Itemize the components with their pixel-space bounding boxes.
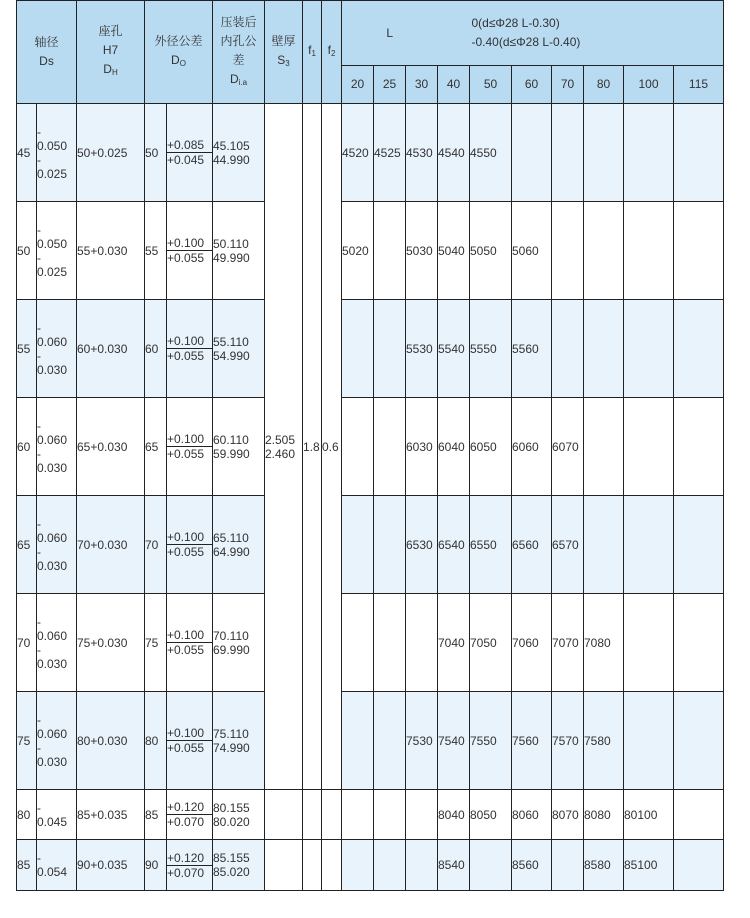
length-cell bbox=[342, 692, 374, 790]
do-tolerance bbox=[167, 496, 213, 594]
ds-tol-part: - bbox=[37, 544, 41, 559]
do-tolerance bbox=[167, 594, 213, 692]
length-cell: 8060 bbox=[512, 790, 552, 840]
length-cell: 8080 bbox=[584, 790, 624, 840]
length-cell bbox=[374, 692, 406, 790]
length-cell bbox=[624, 398, 674, 496]
ds-tolerance bbox=[37, 202, 77, 300]
header-inner-tolerance bbox=[213, 1, 265, 104]
do-tolerance bbox=[167, 202, 213, 300]
do-value: 55 bbox=[145, 202, 167, 300]
ds-tol-part: 0.060 bbox=[37, 432, 68, 447]
length-cell: 8050 bbox=[470, 790, 512, 840]
dh-value: 75+0.030 bbox=[77, 594, 145, 692]
do-upper: +0.100 bbox=[167, 334, 212, 349]
do-value: 75 bbox=[145, 594, 167, 692]
dh-value: 90+0.035 bbox=[77, 840, 145, 891]
length-cell bbox=[374, 594, 406, 692]
ds-tolerance bbox=[37, 496, 77, 594]
header-ds-symbol: Ds bbox=[39, 54, 54, 68]
length-cell bbox=[584, 398, 624, 496]
header-f1-sub: 1 bbox=[311, 49, 316, 58]
length-cell bbox=[552, 202, 584, 300]
length-col-20: 20 bbox=[342, 66, 374, 104]
ds-value: 50 bbox=[17, 202, 37, 300]
length-cell: 8560 bbox=[512, 840, 552, 891]
length-cell: 7040 bbox=[438, 594, 470, 692]
dia-lower: 74.990 bbox=[213, 740, 250, 755]
length-cell bbox=[374, 300, 406, 398]
ds-tol-part: 0.060 bbox=[37, 334, 68, 349]
length-cell: 8040 bbox=[438, 790, 470, 840]
header-shaft-diameter bbox=[17, 1, 77, 104]
dia-lower: 49.990 bbox=[213, 250, 250, 265]
length-cell: 6060 bbox=[512, 398, 552, 496]
table-row bbox=[17, 104, 724, 202]
ds-tol-part: - bbox=[37, 712, 41, 727]
bushing-size-table bbox=[16, 0, 724, 891]
header-length-tolerance bbox=[438, 1, 724, 66]
dia-tolerance bbox=[213, 496, 265, 594]
header-wall-thickness bbox=[265, 1, 303, 104]
length-cell bbox=[674, 692, 724, 790]
length-col-70: 70 bbox=[552, 66, 584, 104]
header-L: L bbox=[386, 25, 394, 40]
length-cell: 7070 bbox=[552, 594, 584, 692]
dia-tolerance bbox=[213, 790, 265, 840]
length-cell: 7060 bbox=[512, 594, 552, 692]
do-tolerance bbox=[167, 104, 213, 202]
do-tolerance bbox=[167, 790, 213, 840]
header-dia-sub: i.a bbox=[238, 77, 248, 87]
length-cell bbox=[374, 840, 406, 891]
ds-tol-part: - bbox=[37, 222, 41, 237]
ds-tol-part: 0.025 bbox=[37, 264, 68, 279]
length-cell bbox=[512, 104, 552, 202]
ds-tolerance bbox=[37, 692, 77, 790]
length-cell: 5550 bbox=[470, 300, 512, 398]
length-cell bbox=[406, 840, 438, 891]
length-col-60: 60 bbox=[512, 66, 552, 104]
dia-lower: 64.990 bbox=[213, 544, 250, 559]
header-dia-line3: 差 bbox=[232, 52, 245, 67]
ds-value: 75 bbox=[17, 692, 37, 790]
ds-tol-part: 0.030 bbox=[37, 558, 68, 573]
length-cell: 5060 bbox=[512, 202, 552, 300]
length-cell bbox=[584, 202, 624, 300]
length-col-30: 30 bbox=[406, 66, 438, 104]
dia-upper: 85.155 bbox=[213, 851, 250, 865]
header-s3-cn: 壁厚 bbox=[271, 33, 296, 48]
do-upper: +0.100 bbox=[167, 726, 212, 741]
length-cell bbox=[552, 840, 584, 891]
length-cell: 4550 bbox=[470, 104, 512, 202]
length-cell bbox=[624, 104, 674, 202]
ds-value: 70 bbox=[17, 594, 37, 692]
dia-lower: 54.990 bbox=[213, 348, 250, 363]
do-value: 90 bbox=[145, 840, 167, 891]
length-cell bbox=[584, 496, 624, 594]
f1-cell: 1.8 bbox=[303, 104, 322, 790]
ds-tol-part: 0.050 bbox=[37, 236, 68, 251]
do-lower: +0.055 bbox=[167, 251, 205, 265]
length-col-100: 100 bbox=[624, 66, 674, 104]
do-value: 85 bbox=[145, 790, 167, 840]
ds-tol-part: 0.045 bbox=[37, 814, 68, 829]
header-dia-symbol bbox=[213, 70, 264, 92]
length-cell: 6050 bbox=[470, 398, 512, 496]
length-cell: 4540 bbox=[438, 104, 470, 202]
length-cell: 4525 bbox=[374, 104, 406, 202]
ds-tolerance bbox=[37, 398, 77, 496]
ds-tol-part: 0.030 bbox=[37, 656, 68, 671]
ds-tol-part: 0.030 bbox=[37, 362, 68, 377]
ds-value: 60 bbox=[17, 398, 37, 496]
dia-upper: 75.110 bbox=[213, 726, 249, 741]
length-cell bbox=[374, 790, 406, 840]
dia-tolerance bbox=[213, 840, 265, 891]
ds-tol-part: - bbox=[37, 320, 41, 335]
do-upper: +0.100 bbox=[167, 628, 212, 643]
ds-tolerance bbox=[37, 790, 77, 840]
dh-value: 85+0.035 bbox=[77, 790, 145, 840]
table-row bbox=[17, 692, 724, 790]
ds-value: 80 bbox=[17, 790, 37, 840]
length-cell bbox=[342, 840, 374, 891]
length-cell bbox=[624, 202, 674, 300]
ds-tol-part: - bbox=[37, 124, 41, 139]
header-dh-cn: 座孔 bbox=[98, 24, 123, 38]
dia-lower: 85.020 bbox=[213, 865, 250, 879]
table-body bbox=[17, 104, 724, 891]
do-lower: +0.045 bbox=[167, 153, 205, 167]
header-seat-hole bbox=[77, 1, 145, 104]
length-cell bbox=[584, 300, 624, 398]
do-tolerance bbox=[167, 300, 213, 398]
length-cell: 4530 bbox=[406, 104, 438, 202]
length-cell bbox=[374, 398, 406, 496]
header-dia-letter: D bbox=[229, 71, 239, 86]
length-cell bbox=[674, 398, 724, 496]
do-lower: +0.055 bbox=[167, 741, 205, 755]
header-f1 bbox=[303, 1, 322, 104]
length-cell: 6570 bbox=[552, 496, 584, 594]
length-cell bbox=[374, 496, 406, 594]
length-cell: 6530 bbox=[406, 496, 438, 594]
ds-tol-part: - bbox=[37, 614, 41, 629]
length-cell: 7550 bbox=[470, 692, 512, 790]
ds-tol-part: 0.060 bbox=[37, 726, 68, 741]
table-row bbox=[17, 398, 724, 496]
do-lower: +0.070 bbox=[167, 815, 205, 829]
do-value: 65 bbox=[145, 398, 167, 496]
length-cell bbox=[552, 104, 584, 202]
dia-tolerance bbox=[213, 692, 265, 790]
do-lower: +0.055 bbox=[167, 545, 205, 559]
header-tol-line2: -0.40(d≤Φ28 L-0.40) bbox=[471, 35, 581, 49]
do-upper: +0.100 bbox=[167, 530, 212, 545]
ds-tol-part: - bbox=[37, 250, 41, 265]
length-col-115: 115 bbox=[674, 66, 724, 104]
length-cell: 6560 bbox=[512, 496, 552, 594]
length-cell: 80100 bbox=[624, 790, 674, 840]
length-cell: 6070 bbox=[552, 398, 584, 496]
table-header bbox=[17, 1, 724, 104]
dia-tolerance bbox=[213, 300, 265, 398]
do-upper: +0.085 bbox=[167, 138, 212, 153]
ds-tolerance bbox=[37, 104, 77, 202]
header-dh-symbol bbox=[77, 60, 144, 82]
length-cell: 6550 bbox=[470, 496, 512, 594]
length-cell: 7050 bbox=[470, 594, 512, 692]
dia-upper: 70.110 bbox=[213, 628, 249, 643]
dh-value: 60+0.030 bbox=[77, 300, 145, 398]
header-dh-grade: H7 bbox=[102, 43, 119, 57]
length-cell: 8580 bbox=[584, 840, 624, 891]
length-cell bbox=[470, 840, 512, 891]
header-f2 bbox=[322, 1, 342, 104]
ds-tol-part: 0.054 bbox=[37, 865, 68, 879]
length-col-50: 50 bbox=[470, 66, 512, 104]
length-cell bbox=[406, 594, 438, 692]
f2-cell bbox=[322, 790, 342, 840]
length-cell: 5030 bbox=[406, 202, 438, 300]
dia-upper: 60.110 bbox=[213, 432, 249, 447]
length-col-80: 80 bbox=[584, 66, 624, 104]
dia-upper: 65.110 bbox=[213, 530, 249, 545]
do-tolerance bbox=[167, 840, 213, 891]
length-cell bbox=[674, 840, 724, 891]
length-cell bbox=[674, 104, 724, 202]
ds-tol-part: 0.060 bbox=[37, 628, 68, 643]
header-dia-line2: 内孔公 bbox=[220, 33, 257, 48]
do-lower: +0.055 bbox=[167, 447, 205, 461]
ds-tol-part: - bbox=[37, 348, 41, 363]
length-cell: 7560 bbox=[512, 692, 552, 790]
length-cell bbox=[584, 104, 624, 202]
header-s3-letter: S bbox=[277, 52, 286, 67]
f2-cell: 0.6 bbox=[322, 104, 342, 790]
header-outer-tolerance bbox=[145, 1, 213, 104]
dia-lower: 44.990 bbox=[213, 152, 250, 167]
length-col-40: 40 bbox=[438, 66, 470, 104]
ds-tol-part: - bbox=[37, 152, 41, 167]
wall-thickness-cell bbox=[265, 104, 303, 790]
ds-value: 45 bbox=[17, 104, 37, 202]
do-lower: +0.055 bbox=[167, 643, 205, 657]
ds-tol-part: - bbox=[37, 851, 41, 865]
table-row bbox=[17, 496, 724, 594]
dia-lower: 69.990 bbox=[213, 642, 250, 657]
header-dia-line1: 压装后 bbox=[220, 14, 257, 29]
bushing-size-table-container bbox=[16, 0, 724, 891]
wall-thickness-cell bbox=[265, 840, 303, 891]
length-cell: 6030 bbox=[406, 398, 438, 496]
length-cell bbox=[552, 300, 584, 398]
ds-tol-part: 0.025 bbox=[37, 166, 68, 181]
s3-upper: 2.505 bbox=[265, 432, 296, 447]
do-upper: +0.120 bbox=[167, 800, 212, 815]
length-cell: 5560 bbox=[512, 300, 552, 398]
ds-tol-part: - bbox=[37, 446, 41, 461]
dia-lower: 59.990 bbox=[213, 446, 250, 461]
length-cell bbox=[624, 692, 674, 790]
length-cell bbox=[674, 202, 724, 300]
do-lower: +0.070 bbox=[167, 865, 205, 880]
dia-tolerance bbox=[213, 398, 265, 496]
dh-value: 70+0.030 bbox=[77, 496, 145, 594]
length-cell: 5530 bbox=[406, 300, 438, 398]
do-tolerance bbox=[167, 398, 213, 496]
length-cell: 5040 bbox=[438, 202, 470, 300]
length-cell bbox=[624, 594, 674, 692]
dh-value: 65+0.030 bbox=[77, 398, 145, 496]
do-upper: +0.100 bbox=[167, 236, 212, 251]
ds-tol-part: - bbox=[37, 642, 41, 657]
length-cell bbox=[342, 790, 374, 840]
length-cell bbox=[342, 594, 374, 692]
table-row bbox=[17, 202, 724, 300]
ds-value: 55 bbox=[17, 300, 37, 398]
s3-lower: 2.460 bbox=[265, 446, 296, 461]
ds-tol-part: 0.030 bbox=[37, 754, 68, 769]
ds-tol-part: 0.060 bbox=[37, 530, 68, 545]
ds-tolerance bbox=[37, 300, 77, 398]
do-tolerance bbox=[167, 692, 213, 790]
length-cell bbox=[674, 300, 724, 398]
length-cell bbox=[674, 790, 724, 840]
length-cell: 5540 bbox=[438, 300, 470, 398]
table-row bbox=[17, 790, 724, 840]
dia-tolerance bbox=[213, 594, 265, 692]
dia-tolerance bbox=[213, 104, 265, 202]
do-value: 70 bbox=[145, 496, 167, 594]
header-dh-letter: D bbox=[103, 62, 112, 76]
dia-upper: 80.155 bbox=[213, 800, 250, 815]
header-do-cn: 外径公差 bbox=[154, 33, 203, 48]
ds-tol-part: 0.030 bbox=[37, 460, 68, 475]
length-col-25: 25 bbox=[374, 66, 406, 104]
header-do-letter: D bbox=[171, 52, 180, 67]
do-lower: +0.055 bbox=[167, 349, 205, 363]
header-f2-letter: f bbox=[327, 43, 331, 57]
dia-upper: 55.110 bbox=[213, 334, 249, 349]
dh-value: 55+0.030 bbox=[77, 202, 145, 300]
ds-tol-part: - bbox=[37, 418, 41, 433]
length-cell: 4520 bbox=[342, 104, 374, 202]
length-cell: 7570 bbox=[552, 692, 584, 790]
wall-thickness-cell bbox=[265, 790, 303, 840]
do-upper: +0.100 bbox=[167, 432, 212, 447]
ds-tolerance bbox=[37, 594, 77, 692]
do-value: 80 bbox=[145, 692, 167, 790]
table-row bbox=[17, 594, 724, 692]
dh-value: 50+0.025 bbox=[77, 104, 145, 202]
header-s3-symbol bbox=[265, 51, 302, 73]
ds-tol-part: - bbox=[37, 516, 41, 531]
header-f2-sub: 2 bbox=[330, 49, 336, 58]
f1-cell bbox=[303, 790, 322, 840]
ds-tol-part: - bbox=[37, 740, 41, 755]
f2-cell bbox=[322, 840, 342, 891]
table-row bbox=[17, 300, 724, 398]
dia-tolerance bbox=[213, 202, 265, 300]
header-do-symbol bbox=[145, 51, 212, 73]
ds-tol-part: - bbox=[37, 800, 41, 815]
ds-tol-part: 0.050 bbox=[37, 138, 68, 153]
length-cell bbox=[342, 300, 374, 398]
length-cell bbox=[374, 202, 406, 300]
length-cell: 85100 bbox=[624, 840, 674, 891]
do-upper: +0.120 bbox=[167, 851, 212, 866]
ds-tolerance bbox=[37, 840, 77, 891]
header-tol-line1: 0(d≤Φ28 L-0.30) bbox=[471, 16, 560, 30]
length-cell: 5050 bbox=[470, 202, 512, 300]
header-dh-sub: H bbox=[111, 68, 118, 77]
header-do-sub: O bbox=[179, 58, 186, 68]
length-cell: 7080 bbox=[584, 594, 624, 692]
length-cell bbox=[674, 594, 724, 692]
length-cell bbox=[342, 496, 374, 594]
length-cell bbox=[624, 496, 674, 594]
ds-value: 85 bbox=[17, 840, 37, 891]
length-cell: 5020 bbox=[342, 202, 374, 300]
ds-value: 65 bbox=[17, 496, 37, 594]
dia-upper: 45.105 bbox=[213, 138, 250, 153]
length-cell bbox=[406, 790, 438, 840]
header-length-label bbox=[342, 1, 438, 66]
header-s3-sub: 3 bbox=[285, 58, 290, 68]
length-cell: 6540 bbox=[438, 496, 470, 594]
length-cell bbox=[624, 300, 674, 398]
f1-cell bbox=[303, 840, 322, 891]
length-cell: 7530 bbox=[406, 692, 438, 790]
dh-value: 80+0.030 bbox=[77, 692, 145, 790]
table-row bbox=[17, 840, 724, 891]
dia-upper: 50.110 bbox=[213, 236, 249, 251]
length-cell: 8540 bbox=[438, 840, 470, 891]
dia-lower: 80.020 bbox=[213, 814, 250, 829]
do-value: 60 bbox=[145, 300, 167, 398]
length-cell: 7540 bbox=[438, 692, 470, 790]
length-cell: 7580 bbox=[584, 692, 624, 790]
header-ds-cn: 轴径 bbox=[34, 35, 59, 49]
header-f1-letter: f bbox=[308, 43, 312, 57]
length-cell bbox=[674, 496, 724, 594]
length-cell: 6040 bbox=[438, 398, 470, 496]
length-cell bbox=[342, 398, 374, 496]
length-cell: 8070 bbox=[552, 790, 584, 840]
do-value: 50 bbox=[145, 104, 167, 202]
